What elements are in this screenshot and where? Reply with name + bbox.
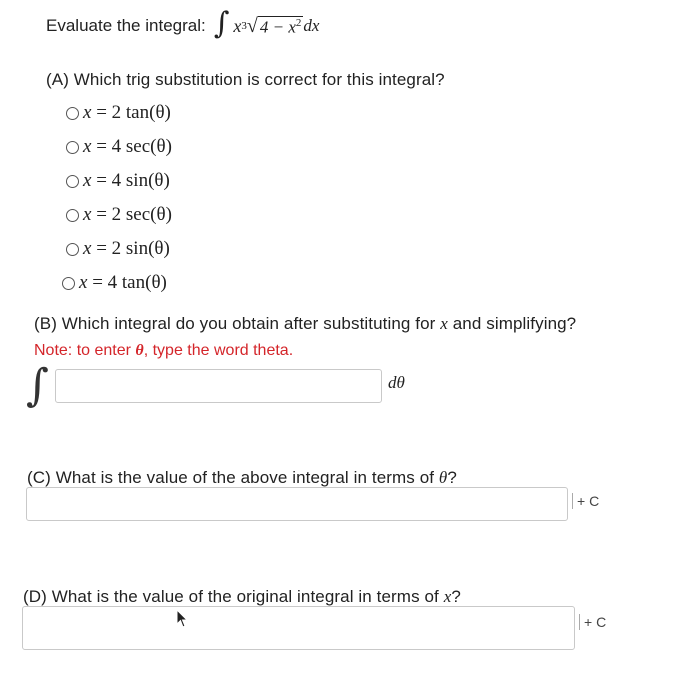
option-rhs: = 2 sin(θ): [91, 238, 170, 259]
radio-button[interactable]: [66, 209, 79, 222]
part-b-question-end: and simplifying?: [452, 314, 577, 333]
part-a-options: [66, 100, 172, 296]
option-lhs: x: [83, 170, 92, 191]
option-rhs: = 2 tan(θ): [91, 102, 171, 123]
option-rhs: = 4 sin(θ): [91, 170, 170, 191]
option-2-tan[interactable]: [66, 100, 172, 126]
part-c-question-end: ?: [447, 468, 457, 487]
part-c-variable: θ: [438, 468, 448, 487]
part-c-constant: + C: [572, 493, 599, 509]
option-4-sec[interactable]: [66, 134, 172, 160]
note-text-end: , type the word theta.: [143, 342, 294, 359]
option-lhs: x: [79, 272, 88, 293]
integrand-exponent: 3: [241, 20, 247, 32]
option-rhs: = 2 sec(θ): [91, 204, 172, 225]
part-b-integral-sign: ∫: [26, 360, 49, 411]
part-c-answer-input[interactable]: [26, 487, 568, 521]
integrand-x: x: [233, 15, 242, 36]
integral-sign: ∫: [213, 6, 230, 41]
part-d-question-end: ?: [451, 587, 461, 606]
note-theta: θ: [135, 342, 144, 359]
part-b-note: [34, 342, 293, 360]
part-c-question-text: (C) What is the value of the above integral in terms of: [27, 468, 435, 487]
radio-button[interactable]: [66, 243, 79, 256]
part-b-suffix: dθ: [388, 373, 405, 392]
mouse-pointer-icon: [176, 609, 190, 631]
radio-button[interactable]: [62, 277, 75, 290]
part-d-variable: x: [443, 587, 452, 606]
part-c-question: [27, 468, 457, 488]
radio-button[interactable]: [66, 107, 79, 120]
radio-button[interactable]: [66, 141, 79, 154]
option-lhs: x: [83, 204, 92, 225]
option-rhs: = 4 sec(θ): [91, 136, 172, 157]
option-lhs: x: [83, 102, 92, 123]
square-root: [247, 15, 304, 38]
part-b-question-text: (B) Which integral do you obtain after substituting for: [34, 314, 436, 333]
radicand-exponent: 2: [295, 17, 302, 30]
option-4-tan[interactable]: [62, 270, 172, 296]
part-b-answer-input[interactable]: [55, 369, 382, 403]
radicand-text: 4 − x: [259, 17, 296, 37]
part-d-answer-input[interactable]: [22, 606, 575, 650]
sqrt-sign: √: [246, 14, 258, 37]
part-b-question: [34, 314, 576, 334]
part-d-constant: + C: [579, 614, 606, 630]
problem-header: [46, 6, 319, 46]
option-2-sin[interactable]: [66, 236, 172, 262]
note-text: Note: to enter: [34, 342, 131, 359]
radio-button[interactable]: [66, 175, 79, 188]
option-lhs: x: [83, 238, 92, 259]
part-d-question-text: (D) What is the value of the original integral in terms of: [23, 587, 439, 606]
option-4-sin[interactable]: [66, 168, 172, 194]
part-a-question: (A) Which trig substitution is correct for this integral?: [46, 70, 445, 89]
option-2-sec[interactable]: [66, 202, 172, 228]
part-b-variable: x: [440, 314, 448, 333]
option-lhs: x: [83, 136, 92, 157]
part-d-question: [23, 587, 461, 607]
radicand: [258, 16, 304, 37]
problem-label: Evaluate the integral:: [46, 16, 206, 35]
option-rhs: = 4 tan(θ): [87, 272, 167, 293]
differential: dx: [303, 16, 320, 35]
